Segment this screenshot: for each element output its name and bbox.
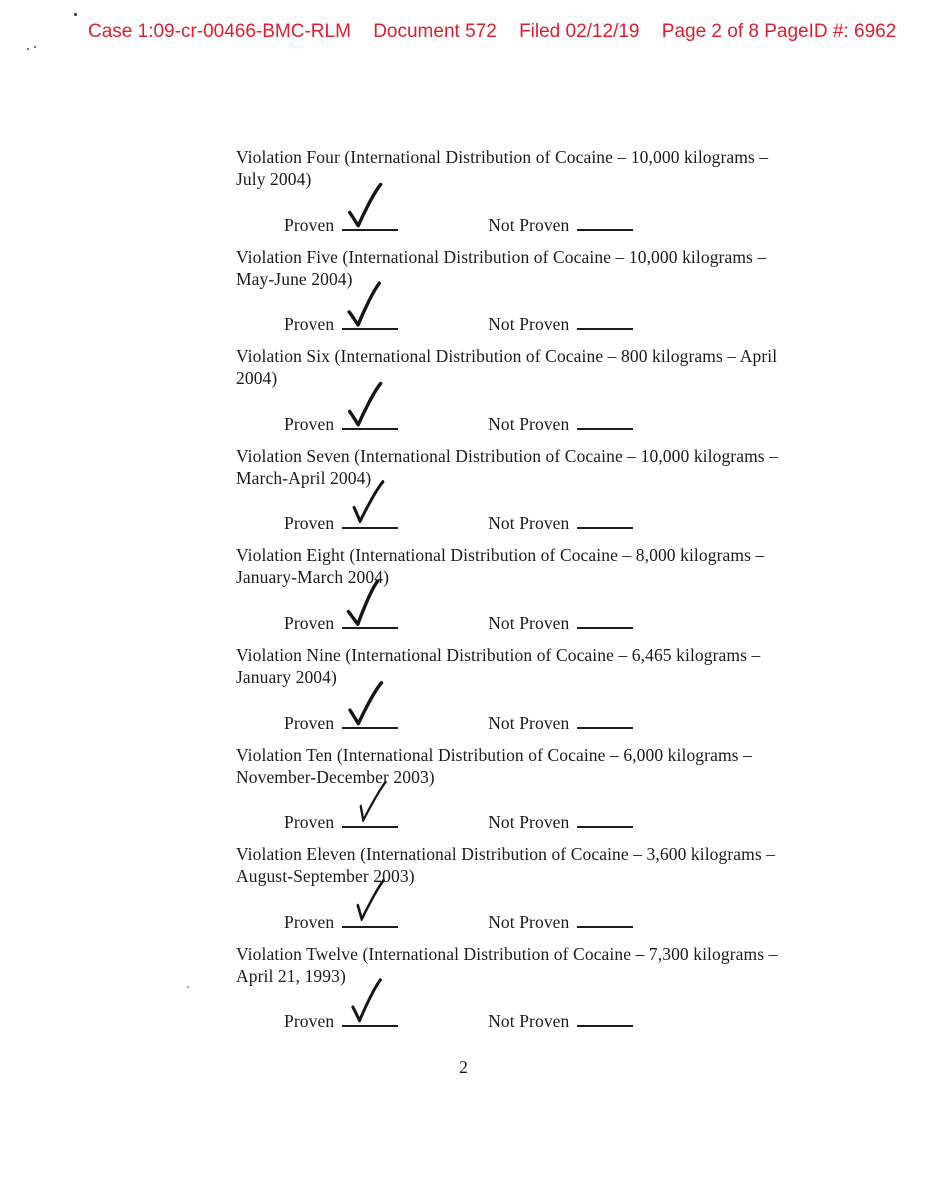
proven-blank — [342, 1009, 398, 1028]
checkmark-icon — [344, 378, 388, 431]
violation-title-line-1: Violation Four (International Distribution of Cocaine – 10,000 kilograms – — [236, 147, 769, 167]
answer-row — [236, 1009, 820, 1033]
violation-block — [236, 843, 820, 943]
proven-label: Proven — [284, 812, 335, 833]
violation-title — [236, 246, 820, 290]
violation-title — [236, 843, 820, 887]
filed-date: Filed 02/12/19 — [519, 21, 640, 42]
proven-option — [284, 812, 398, 832]
not-proven-option — [488, 812, 633, 832]
violation-title — [236, 644, 820, 688]
proven-label: Proven — [284, 314, 335, 335]
page-id: Page 2 of 8 PageID #: 6962 — [661, 21, 897, 42]
violation-title-line-2: January 2004) — [236, 666, 337, 687]
violation-title-line-1: Violation Eleven (International Distribution of Cocaine – 3,600 kilograms – — [236, 844, 776, 865]
page-number: 2 — [459, 1057, 468, 1077]
proven-blank — [342, 909, 398, 928]
scan-speck — [74, 13, 77, 16]
violation-title-line-1: Violation Six (International Distribution of Cocaine – 800 kilograms – April — [236, 346, 778, 367]
checkmark-icon — [344, 279, 386, 331]
not-proven-option — [488, 414, 633, 434]
document-number: Document 572 — [373, 21, 497, 42]
case-number: Case 1:09-cr-00466-BMC-RLM — [88, 21, 351, 42]
answer-row — [236, 710, 820, 734]
not-proven-label: Not Proven — [488, 314, 570, 335]
not-proven-option — [488, 314, 633, 334]
violation-title — [236, 345, 820, 389]
case-header — [88, 21, 896, 43]
proven-blank — [342, 312, 398, 331]
not-proven-blank — [577, 212, 633, 231]
violation-block — [236, 744, 820, 844]
violation-title-line-1: Violation Twelve (International Distribution of Cocaine – 7,300 kilograms – — [236, 943, 778, 964]
not-proven-label: Not Proven — [488, 812, 570, 833]
not-proven-option — [488, 215, 633, 235]
answer-row — [236, 810, 820, 834]
violation-title — [236, 943, 820, 987]
not-proven-blank — [577, 411, 633, 430]
violation-block — [236, 146, 820, 246]
not-proven-option — [488, 613, 633, 633]
violation-list — [236, 146, 820, 1042]
proven-option — [284, 613, 398, 633]
not-proven-option — [488, 912, 633, 932]
violation-block — [236, 943, 820, 1043]
not-proven-blank — [577, 312, 633, 331]
not-proven-label: Not Proven — [488, 214, 570, 235]
not-proven-blank — [577, 1009, 633, 1028]
answer-row — [236, 312, 820, 336]
proven-option — [284, 414, 398, 434]
answer-row — [236, 610, 820, 634]
not-proven-label: Not Proven — [488, 513, 570, 534]
proven-label: Proven — [284, 911, 335, 932]
not-proven-option — [488, 713, 633, 733]
scan-speck — [34, 46, 36, 48]
scan-speck — [187, 986, 189, 988]
proven-blank — [342, 411, 398, 430]
not-proven-blank — [577, 810, 633, 829]
violation-title — [236, 544, 820, 588]
not-proven-label: Not Proven — [488, 613, 570, 633]
violation-block — [236, 246, 820, 346]
violation-block — [236, 544, 820, 644]
violation-title-line-2: January-March 2004) — [236, 567, 390, 588]
violation-block — [236, 345, 820, 445]
answer-row — [236, 511, 820, 535]
not-proven-blank — [577, 610, 633, 629]
violation-title-line-1: Violation Ten (International Distribution of Cocaine – 6,000 kilograms – — [236, 744, 752, 765]
proven-blank — [342, 810, 398, 829]
violation-title-line-1: Violation Nine (International Distribution of Cocaine – 6,465 kilograms – — [236, 644, 761, 665]
checkmark-icon — [344, 179, 388, 232]
not-proven-blank — [577, 710, 633, 729]
proven-blank — [342, 511, 398, 530]
proven-option — [284, 912, 398, 932]
proven-label: Proven — [284, 1011, 335, 1032]
not-proven-label: Not Proven — [488, 712, 570, 733]
violation-title-line-2: May-June 2004) — [236, 268, 353, 289]
proven-option — [284, 713, 398, 733]
checkmark-icon — [347, 973, 386, 1029]
violation-title-line-2: August-September 2003) — [236, 866, 415, 887]
violation-title-line-2: April 21, 1993) — [236, 965, 346, 986]
violation-title-line-2: July 2004) — [236, 169, 312, 189]
not-proven-option — [488, 1011, 633, 1031]
answer-row — [236, 909, 820, 933]
not-proven-blank — [577, 909, 633, 928]
not-proven-label: Not Proven — [488, 911, 570, 932]
proven-option — [284, 1011, 398, 1031]
proven-label: Proven — [284, 712, 335, 733]
not-proven-blank — [577, 511, 633, 530]
not-proven-option — [488, 513, 633, 533]
violation-title — [236, 744, 820, 788]
proven-blank — [342, 710, 398, 729]
checkmark-icon — [344, 677, 389, 731]
violation-block — [236, 644, 820, 744]
checkmark-icon — [347, 473, 389, 533]
proven-blank — [342, 610, 398, 629]
proven-option — [284, 513, 398, 533]
proven-label: Proven — [284, 214, 335, 235]
proven-blank — [342, 212, 398, 231]
violation-title-line-1: Violation Five (International Distribution of Cocaine – 10,000 kilograms – — [236, 246, 767, 267]
answer-row — [236, 212, 820, 236]
not-proven-label: Not Proven — [488, 413, 570, 434]
violation-title-line-2: March-April 2004) — [236, 467, 372, 488]
proven-label: Proven — [284, 513, 335, 534]
proven-option — [284, 314, 398, 334]
proven-label: Proven — [284, 613, 335, 633]
answer-row — [236, 411, 820, 435]
scan-speck — [27, 48, 29, 50]
checkmark-icon — [342, 577, 386, 630]
violation-title — [236, 445, 820, 489]
violation-title-line-2: November-December 2003) — [236, 766, 435, 787]
violation-title-line-1: Violation Eight (International Distribution of Cocaine – 8,000 kilograms – — [236, 545, 765, 566]
violation-title — [236, 146, 820, 190]
proven-label: Proven — [284, 413, 335, 434]
violation-title-line-2: 2004) — [236, 368, 278, 389]
proven-option — [284, 215, 398, 235]
violation-title-line-1: Violation Seven (International Distribution of Cocaine – 10,000 kilograms – — [236, 445, 779, 466]
not-proven-label: Not Proven — [488, 1011, 570, 1032]
violation-block — [236, 445, 820, 545]
